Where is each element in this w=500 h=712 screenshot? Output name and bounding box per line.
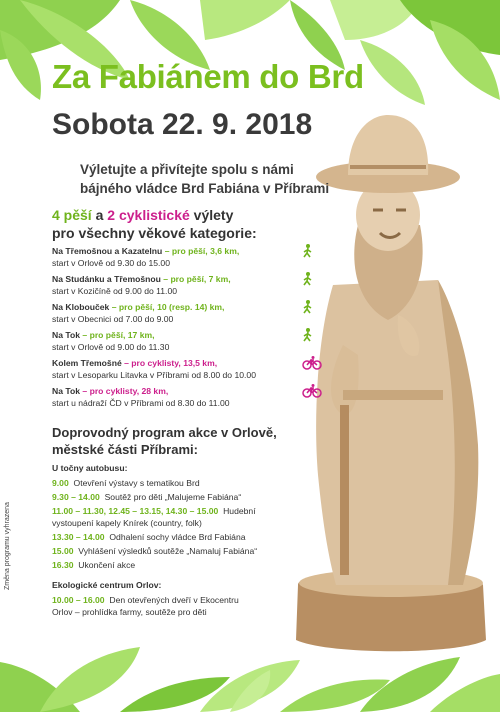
program-time: 10.00 – 16.00 <box>52 595 105 605</box>
bus-program-list <box>52 477 342 573</box>
walk-count: 4 pěší <box>52 207 92 223</box>
program-time: 15.00 <box>52 546 74 556</box>
walker-icon <box>302 272 314 286</box>
list-item <box>52 329 322 353</box>
bike-count: 2 cyklistické <box>107 207 190 223</box>
list-item <box>52 491 342 503</box>
list-item <box>52 559 342 571</box>
walker-icon <box>302 328 314 342</box>
trip-list <box>52 245 322 413</box>
separator: – <box>160 274 171 284</box>
program-text: Orlov – prohlídka farmy, soutěže pro děti <box>52 607 207 617</box>
separator: – <box>162 246 172 256</box>
trip-name: Na Studánku a Třemošnou <box>52 274 161 284</box>
program-time: 9.00 <box>52 478 69 488</box>
separator: – <box>80 330 90 340</box>
trip-mode: pro pěší, 7 km, <box>170 274 231 284</box>
program-text: Otevření výstavy s tematikou Brd <box>73 478 200 488</box>
trip-mode: pro cyklisty, 28 km, <box>89 386 169 396</box>
list-item <box>52 517 342 529</box>
trip-start: start v Kozičíně od 9.00 do 11.00 <box>52 286 178 296</box>
separator: – <box>109 302 119 312</box>
intro-line: bájného vládce Brd Fabiána v Příbrami <box>80 181 330 196</box>
program-time: 9.30 – 14.00 <box>52 492 100 502</box>
trip-start: start v Lesoparku Litavka v Příbrami od 8.00 do 10.00 <box>52 370 256 380</box>
program-text: vystoupení kapely Knírek (country, folk) <box>52 518 202 528</box>
trip-name: Na Tok <box>52 386 81 396</box>
eco-program-list <box>52 594 342 620</box>
program-text: Ukončení akce <box>78 560 136 570</box>
program-text: Odhalení sochy vládce Brd Fabiána <box>109 532 246 542</box>
trip-name: Na Klobouček <box>52 302 110 312</box>
program-text: Den otevřených dveří v Ekocentru <box>109 595 239 605</box>
program-heading-line: Doprovodný program akce v Orlově, <box>52 425 277 440</box>
trip-mode: pro pěší, 3,6 km, <box>171 246 240 256</box>
list-item <box>52 301 322 325</box>
intro-line: Výletujte a přivítejte spolu s námi <box>80 162 294 177</box>
trip-name: Na Tok <box>52 330 81 340</box>
trip-categories <box>52 206 257 242</box>
bicycle-icon <box>302 356 322 370</box>
age-categories: pro všechny věkové kategorie: <box>52 225 257 241</box>
intro-text <box>80 160 340 198</box>
program-text: Vyhlášení výsledků soutěže „Namaluj Fabiána“ <box>78 546 258 556</box>
list-item <box>52 357 322 381</box>
conjunction: a <box>91 207 108 223</box>
poster-title: Za Fabiánem do Brd <box>52 58 364 95</box>
trip-start: start v Orlově od 9.00 do 11.30 <box>52 342 170 352</box>
trip-name: Na Třemošnou a Kazatelnu <box>52 246 163 256</box>
trip-start: start v Obecnici od 7.00 do 9.00 <box>52 314 174 324</box>
trip-name: Kolem Třemošné <box>52 358 122 368</box>
program-text: Hudební <box>223 506 256 516</box>
bicycle-icon <box>302 384 322 398</box>
program-text: Soutěž pro děti „Malujeme Fabiána“ <box>104 492 242 502</box>
program-heading-line: městské části Příbrami: <box>52 442 198 457</box>
list-item <box>52 505 342 517</box>
trip-mode: pro pěší, 10 (resp. 14) km, <box>118 302 225 312</box>
list-item <box>52 245 322 269</box>
list-item <box>52 545 342 557</box>
separator: – <box>121 358 132 368</box>
walker-icon <box>302 244 314 258</box>
trip-start: start v Orlově od 9.30 do 15.00 <box>52 258 170 268</box>
program-time: 11.00 – 11.30, 12.45 – 13.15, 14.30 – 15.00 <box>52 506 219 516</box>
walker-icon <box>302 300 314 314</box>
trips-suffix: výlety <box>189 207 234 223</box>
program-time: 16.30 <box>52 560 74 570</box>
separator: – <box>80 386 90 396</box>
list-item <box>52 606 342 618</box>
trip-mode: pro cyklisty, 13,5 km, <box>131 358 218 368</box>
list-item <box>52 273 322 297</box>
list-item <box>52 385 322 409</box>
eco-center-heading: Ekologické centrum Orlov: <box>52 580 162 590</box>
list-item <box>52 477 342 489</box>
list-item <box>52 594 342 606</box>
trip-start: start u nádraží ČD v Příbrami od 8.30 do 11.00 <box>52 398 230 408</box>
event-date: Sobota 22. 9. 2018 <box>52 108 313 141</box>
bus-stop-heading: U točny autobusu: <box>52 463 128 473</box>
list-item <box>52 531 342 543</box>
program-heading <box>52 424 322 458</box>
program-time: 13.30 – 14.00 <box>52 532 105 542</box>
side-note: Změna programu vyhrazena <box>4 502 11 590</box>
trip-mode: pro pěší, 17 km, <box>89 330 155 340</box>
